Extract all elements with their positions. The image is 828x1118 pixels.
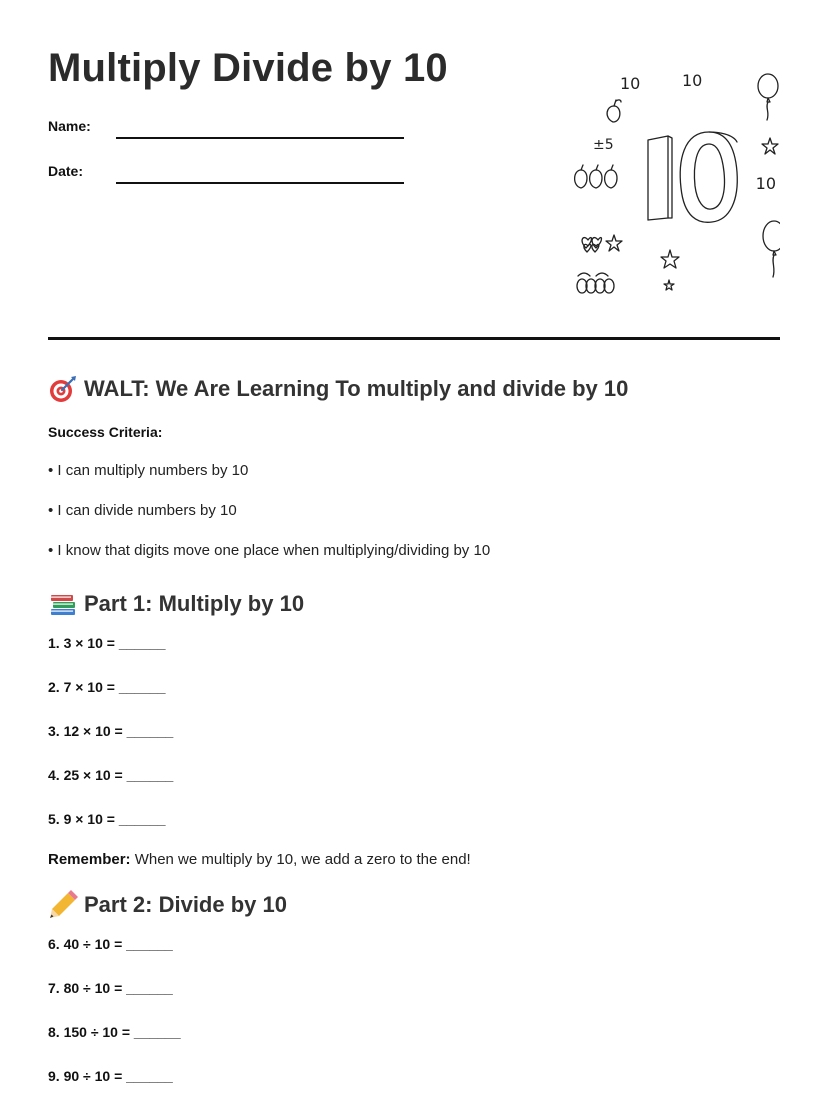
question-item: 6. 40 ÷ 10 = ______ bbox=[48, 936, 173, 952]
question-item: 1. 3 × 10 = ______ bbox=[48, 635, 166, 651]
walt-heading bbox=[48, 372, 780, 406]
number-ten-illustration bbox=[518, 62, 780, 302]
balloon-icon bbox=[763, 221, 780, 277]
star-icon bbox=[664, 280, 674, 290]
date-input-line[interactable] bbox=[116, 182, 404, 184]
apple-icon bbox=[607, 100, 621, 122]
question-item: 5. 9 × 10 = ______ bbox=[48, 811, 166, 827]
big-ten-icon bbox=[648, 132, 737, 222]
name-label: Name: bbox=[48, 118, 91, 134]
part2-questions bbox=[48, 936, 780, 1088]
date-label: Date: bbox=[48, 163, 84, 179]
list-item: • I know that digits move one place when multiplying/dividing by 10 bbox=[48, 542, 491, 559]
remember-label: Remember: bbox=[48, 851, 131, 868]
illustration-number-label: 10 bbox=[755, 174, 776, 193]
pencil-icon bbox=[48, 890, 78, 920]
question-item: 3. 12 × 10 = ______ bbox=[48, 723, 174, 739]
worksheet-header bbox=[48, 0, 780, 340]
name-field bbox=[48, 118, 91, 134]
success-criteria-list bbox=[48, 462, 780, 562]
question-item: 8. 150 ÷ 10 = ______ bbox=[48, 1024, 181, 1040]
success-criteria-label: Success Criteria: bbox=[48, 424, 163, 440]
balloon-icon bbox=[758, 74, 778, 120]
page-title: Multiply Divide by 10 bbox=[48, 46, 448, 90]
target-icon bbox=[48, 374, 78, 404]
name-input-line[interactable] bbox=[116, 137, 404, 139]
question-item: 2. 7 × 10 = ______ bbox=[48, 679, 166, 695]
illustration-number-label: 10 bbox=[682, 71, 703, 90]
part1-heading-text: Part 1: Multiply by 10 bbox=[84, 591, 305, 616]
apples-cluster-icon bbox=[577, 273, 614, 293]
remember-text: When we multiply by 10, we add a zero to the end! bbox=[130, 851, 471, 868]
question-item: 4. 25 × 10 = ______ bbox=[48, 767, 174, 783]
illustration-number-label: 10 bbox=[620, 74, 641, 93]
star-icon bbox=[661, 250, 679, 268]
hearts-cluster-icon bbox=[582, 238, 601, 252]
worksheet-body bbox=[48, 372, 780, 1088]
question-item: 7. 80 ÷ 10 = ______ bbox=[48, 980, 173, 996]
remember-note bbox=[48, 851, 780, 871]
list-item: • I can divide numbers by 10 bbox=[48, 502, 237, 519]
part1-questions bbox=[48, 635, 780, 831]
part1-heading bbox=[48, 587, 780, 621]
list-item: • I can multiply numbers by 10 bbox=[48, 462, 249, 479]
books-icon bbox=[48, 589, 78, 619]
header-divider bbox=[48, 337, 780, 340]
walt-heading-text: WALT: We Are Learning To multiply and divide by 10 bbox=[84, 376, 629, 401]
star-icon bbox=[606, 235, 622, 251]
part2-heading-text: Part 2: Divide by 10 bbox=[84, 892, 287, 917]
part2-heading bbox=[48, 888, 780, 922]
question-item: 9. 90 ÷ 10 = ______ bbox=[48, 1068, 173, 1084]
illustration-small-label: ±5 bbox=[593, 137, 614, 153]
date-field bbox=[48, 163, 83, 179]
apples-group-icon bbox=[575, 165, 617, 188]
star-icon bbox=[762, 138, 778, 154]
